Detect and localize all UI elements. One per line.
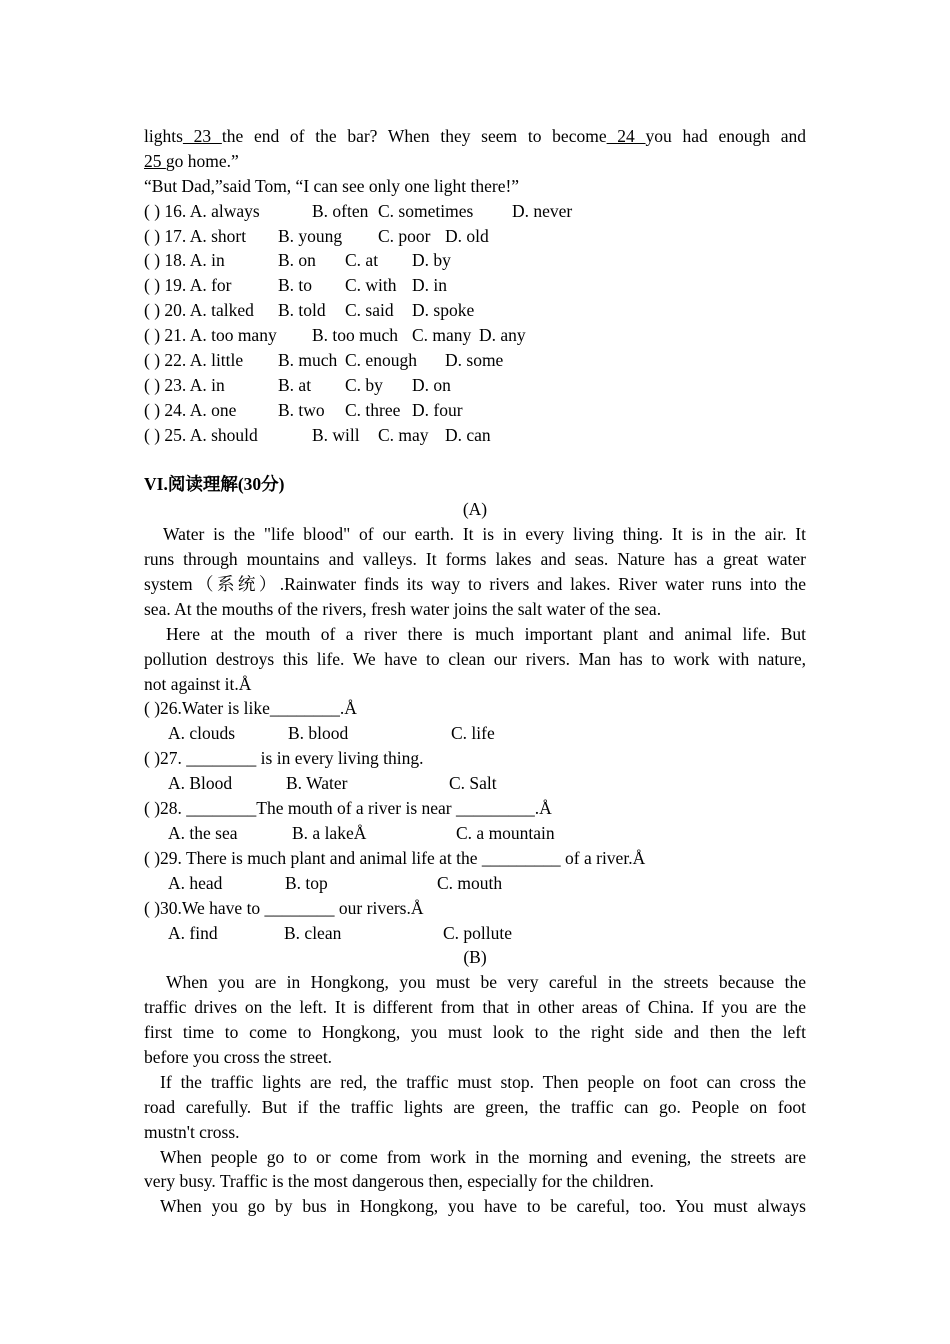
passage-b-line: road carefully. But if the traffic lights are green, the traffic can go. People on foot [144,1096,806,1117]
cloze-text: the end of the bar? When they seem to become [221,126,607,146]
option-b: B. a lakeÅ [292,822,367,843]
worksheet-page [144,124,806,1219]
option-c: C. life [451,723,495,744]
blank-25: 25 [144,150,166,171]
option-c: C. at [345,250,379,271]
option-c: C. pollute [443,922,513,943]
option-c: C. mouth [437,872,503,893]
cloze-question [144,248,806,273]
option-d: D. old [445,225,489,246]
reading-question-stem: ( )29. There is much plant and animal life at the _________ of a river.Å [144,847,646,868]
option-b: B. clean [284,922,342,943]
question-stem: ( ) 24. A. one [144,399,237,420]
passage-b-line: before you cross the street. [144,1046,333,1067]
section-heading: VI.阅读理解(30分) [144,474,285,495]
passage-a-line: sea. At the mouths of the rivers, fresh water joins the salt water of the sea. [144,598,662,619]
option-d: D. any [479,325,526,346]
passage-b-line: If the traffic lights are red, the traffic must stop. Then people on foot can cross the [160,1071,806,1092]
passage-b-line: first time to come to Hongkong, you must look to the right side and then the left [144,1022,806,1043]
question-stem: ( ) 23. A. in [144,374,225,395]
option-d: D. four [412,399,463,420]
reading-question-options [144,821,806,846]
option-c: C. said [345,300,394,321]
option-c: C. Salt [449,773,497,794]
passage-a-line: pollution destroys this life. We have to clean our rivers. Man has to work with nature, [144,648,806,669]
option-d: D. some [445,350,504,371]
question-stem: ( ) 25. A. should [144,424,258,445]
question-stem: ( ) 16. A. always [144,200,260,221]
passage-b-line: When you go by bus in Hongkong, you have to be careful, too. You must always [160,1196,806,1217]
option-b: B. to [278,275,313,296]
cloze-question [144,323,806,348]
passage-a-line: not against it.Å [144,673,252,694]
reading-question-stem: ( )26.Water is like________.Å [144,698,357,719]
cloze-text: go home.” [165,150,239,171]
option-c: C. many [412,325,472,346]
blank-24: 24 [606,126,646,146]
option-c: C. may [378,424,429,445]
option-a: A. head [168,872,223,893]
option-c: C. enough [345,350,417,371]
option-b: B. Water [286,773,348,794]
option-b: B. often [312,200,369,221]
question-stem: ( ) 20. A. talked [144,300,254,321]
spacer [144,448,806,473]
reading-question-options [144,771,806,796]
option-d: D. by [412,250,451,271]
reading-question-stem: ( )30.We have to ________ our rivers.Å [144,897,424,918]
option-c: C. by [345,374,383,395]
option-b: B. will [312,424,360,445]
cloze-question [144,398,806,423]
reading-question-options [144,721,806,746]
option-b: B. at [278,374,312,395]
passage-b-line: When you are in Hongkong, you must be very careful in the streets because the [166,972,806,993]
option-a: A. Blood [168,773,233,794]
question-stem: ( ) 18. A. in [144,250,225,271]
cloze-question [144,199,806,224]
question-stem: ( ) 22. A. little [144,350,244,371]
option-d: D. spoke [412,300,475,321]
option-b: B. young [278,225,343,246]
cloze-question [144,348,806,373]
option-b: B. on [278,250,316,271]
option-c: C. three [345,399,401,420]
option-b: B. much [278,350,338,371]
cloze-line-1 [144,124,806,149]
option-b: B. too much [312,325,399,346]
passage-a-line: Here at the mouth of a river there is much important plant and animal life. But [166,623,806,644]
reading-question-stem: ( )28. ________The mouth of a river is near _________.Å [144,798,552,819]
reading-question-options [144,921,806,946]
passage-b-line: mustn't cross. [144,1121,240,1142]
option-b: B. blood [288,723,349,744]
option-d: D. in [412,275,447,296]
option-b: B. told [278,300,326,321]
option-d: D. on [412,374,451,395]
cloze-question [144,273,806,298]
cloze-line-3: “But Dad,”said Tom, “I can see only one light there!” [144,175,520,196]
option-d: D. never [512,200,573,221]
question-stem: ( ) 17. A. short [144,225,247,246]
option-b: B. two [278,399,325,420]
option-c: C. poor [378,225,431,246]
cloze-question [144,224,806,249]
passage-b-line: very busy. Traffic is the most dangerous then, especially for the children. [144,1171,654,1192]
cloze-text: you had enough and [645,126,806,146]
passage-a-line: system（系统）.Rainwater finds its way to rivers and lakes. River water runs into the [144,574,806,595]
passage-b-line: When people go to or come from work in the morning and evening, the streets are [160,1146,806,1167]
cloze-question [144,373,806,398]
option-a: A. clouds [168,723,236,744]
option-a: A. the sea [168,822,238,843]
cloze-line-2 [144,149,806,174]
passage-a-line: runs through mountains and valleys. It forms lakes and seas. Nature has a great water [144,549,806,570]
cloze-question [144,423,806,448]
passage-a-label: (A) [462,499,488,520]
option-c: C. a mountain [456,822,555,843]
option-d: D. can [445,424,491,445]
question-stem: ( ) 19. A. for [144,275,232,296]
cloze-text: lights [144,126,183,146]
option-c: C. with [345,275,397,296]
option-c: C. sometimes [378,200,474,221]
blank-23: 23 [182,126,222,146]
cloze-question [144,298,806,323]
reading-question-options [144,871,806,896]
passage-b-line: traffic drives on the left. It is different from that in other areas of China. If you are the [144,997,806,1018]
reading-question-stem: ( )27. ________ is in every living thing. [144,748,424,769]
passage-b-label: (B) [463,947,487,968]
question-stem: ( ) 21. A. too many [144,325,277,346]
option-b: B. top [285,872,328,893]
passage-a-line: Water is the "life blood" of our earth. It is in every living thing. It is in the air. It [163,524,806,545]
option-a: A. find [168,922,218,943]
